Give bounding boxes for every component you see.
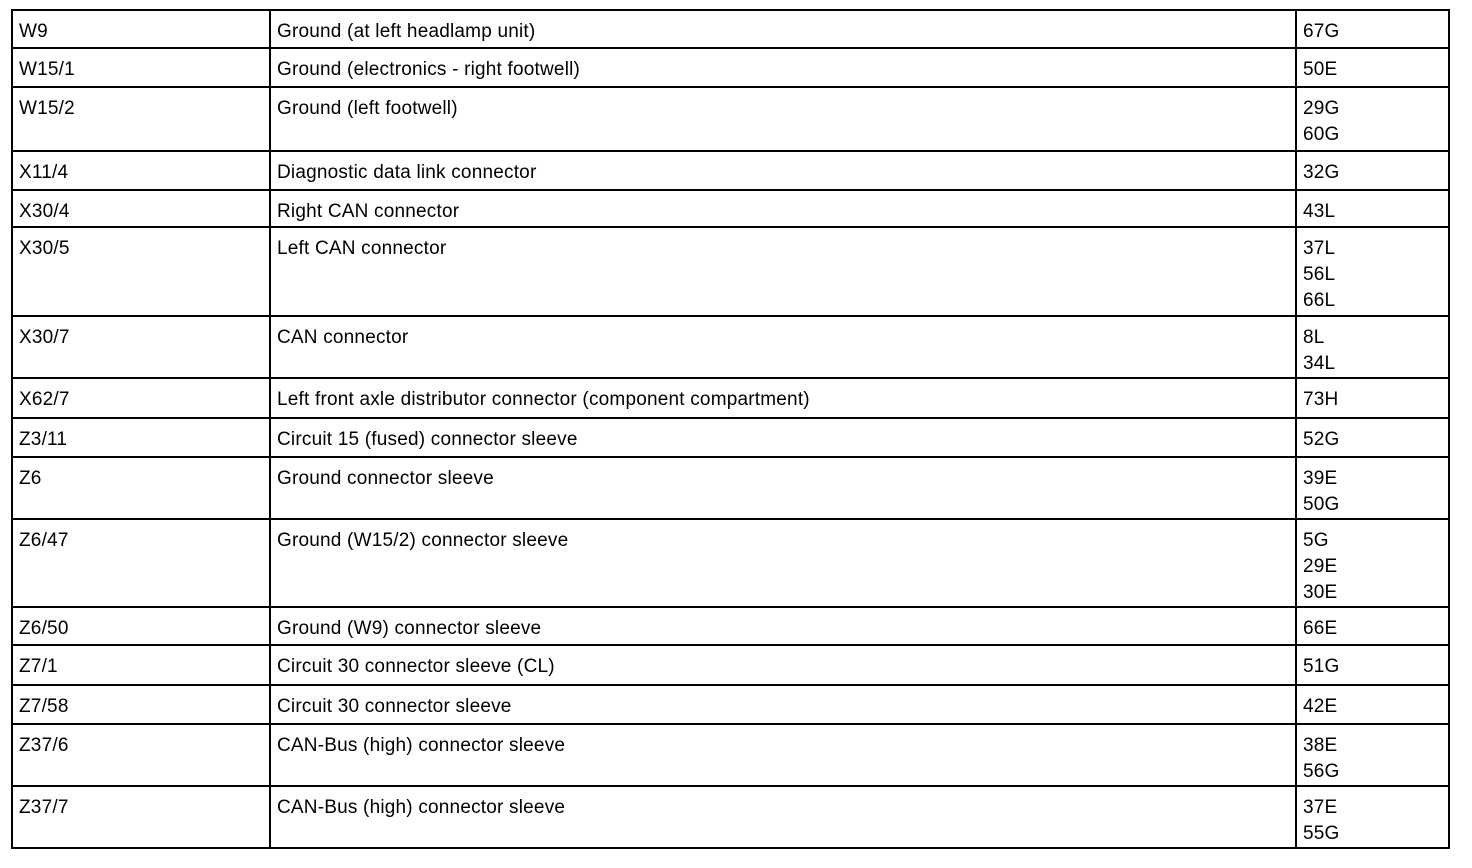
component-code-cell: Z6/50 <box>12 607 270 645</box>
component-description-cell: Ground (W9) connector sleeve <box>270 607 1296 645</box>
grid-location: 51G <box>1303 656 1340 677</box>
grid-location: 37E <box>1303 797 1338 818</box>
component-description-cell: Ground (left footwell) <box>270 87 1296 151</box>
component-code-cell: X62/7 <box>12 378 270 418</box>
component-description-cell: Circuit 30 connector sleeve (CL) <box>270 645 1296 685</box>
table-row <box>12 724 1449 786</box>
component-code-cell: X30/5 <box>12 227 270 316</box>
component-description-cell: Ground connector sleeve <box>270 457 1296 519</box>
table-row <box>12 685 1449 724</box>
grid-location-cell <box>1296 786 1449 848</box>
table-row <box>12 786 1449 848</box>
table-row <box>12 645 1449 685</box>
table-row <box>12 151 1449 190</box>
component-legend-body <box>12 10 1449 848</box>
component-description-cell: Diagnostic data link connector <box>270 151 1296 190</box>
grid-location-cell <box>1296 607 1449 645</box>
component-code-cell: W9 <box>12 10 270 48</box>
grid-location-cell <box>1296 316 1449 378</box>
table-row <box>12 519 1449 607</box>
grid-location: 55G <box>1303 823 1340 844</box>
table-row <box>12 227 1449 316</box>
grid-location-cell <box>1296 457 1449 519</box>
table-row <box>12 10 1449 48</box>
grid-location-cell <box>1296 645 1449 685</box>
grid-location: 52G <box>1303 429 1340 450</box>
grid-location-cell <box>1296 190 1449 227</box>
component-code-cell: Z6/47 <box>12 519 270 607</box>
grid-location-cell <box>1296 685 1449 724</box>
component-code-cell: X30/7 <box>12 316 270 378</box>
component-code-cell: W15/2 <box>12 87 270 151</box>
grid-location-cell <box>1296 418 1449 457</box>
grid-location: 56L <box>1303 264 1336 285</box>
table-row <box>12 190 1449 227</box>
component-description-cell: Right CAN connector <box>270 190 1296 227</box>
grid-location: 32G <box>1303 162 1340 183</box>
grid-location: 50E <box>1303 59 1338 80</box>
grid-location-cell <box>1296 10 1449 48</box>
table-row <box>12 607 1449 645</box>
grid-location: 5G <box>1303 530 1329 551</box>
grid-location: 60G <box>1303 124 1340 145</box>
component-code-cell: Z3/11 <box>12 418 270 457</box>
component-code-cell: Z7/1 <box>12 645 270 685</box>
component-code-cell: X30/4 <box>12 190 270 227</box>
component-description-cell: CAN-Bus (high) connector sleeve <box>270 786 1296 848</box>
component-code-cell: Z37/6 <box>12 724 270 786</box>
grid-location: 66E <box>1303 618 1338 639</box>
grid-location-cell <box>1296 519 1449 607</box>
table-row <box>12 418 1449 457</box>
grid-location: 34L <box>1303 353 1336 374</box>
grid-location: 67G <box>1303 21 1340 42</box>
component-description-cell: Circuit 15 (fused) connector sleeve <box>270 418 1296 457</box>
grid-location: 39E <box>1303 468 1338 489</box>
grid-location-cell <box>1296 151 1449 190</box>
grid-location: 42E <box>1303 696 1338 717</box>
grid-location: 37L <box>1303 238 1336 259</box>
table-row <box>12 48 1449 87</box>
component-description-cell: Left front axle distributor connector (component compartment) <box>270 378 1296 418</box>
grid-location: 8L <box>1303 327 1325 348</box>
grid-location: 73H <box>1303 389 1339 410</box>
grid-location-cell <box>1296 724 1449 786</box>
grid-location: 29E <box>1303 556 1338 577</box>
component-description-cell: CAN-Bus (high) connector sleeve <box>270 724 1296 786</box>
grid-location: 56G <box>1303 761 1340 782</box>
component-code-cell: Z6 <box>12 457 270 519</box>
component-description-cell: CAN connector <box>270 316 1296 378</box>
component-description-cell: Ground (W15/2) connector sleeve <box>270 519 1296 607</box>
grid-location: 50G <box>1303 494 1340 515</box>
component-code-cell: Z37/7 <box>12 786 270 848</box>
component-code-cell: Z7/58 <box>12 685 270 724</box>
component-description-cell: Circuit 30 connector sleeve <box>270 685 1296 724</box>
grid-location: 30E <box>1303 582 1338 603</box>
grid-location-cell <box>1296 378 1449 418</box>
component-description-cell: Left CAN connector <box>270 227 1296 316</box>
component-description-cell: Ground (at left headlamp unit) <box>270 10 1296 48</box>
component-legend-table <box>11 9 1450 849</box>
table-row <box>12 378 1449 418</box>
grid-location-cell <box>1296 227 1449 316</box>
component-code-cell: W15/1 <box>12 48 270 87</box>
grid-location: 29G <box>1303 98 1340 119</box>
table-row <box>12 316 1449 378</box>
table-row <box>12 457 1449 519</box>
grid-location: 43L <box>1303 201 1336 222</box>
table-row <box>12 87 1449 151</box>
grid-location-cell <box>1296 87 1449 151</box>
grid-location-cell <box>1296 48 1449 87</box>
grid-location: 38E <box>1303 735 1338 756</box>
component-description-cell: Ground (electronics - right footwell) <box>270 48 1296 87</box>
grid-location: 66L <box>1303 290 1336 311</box>
component-code-cell: X11/4 <box>12 151 270 190</box>
